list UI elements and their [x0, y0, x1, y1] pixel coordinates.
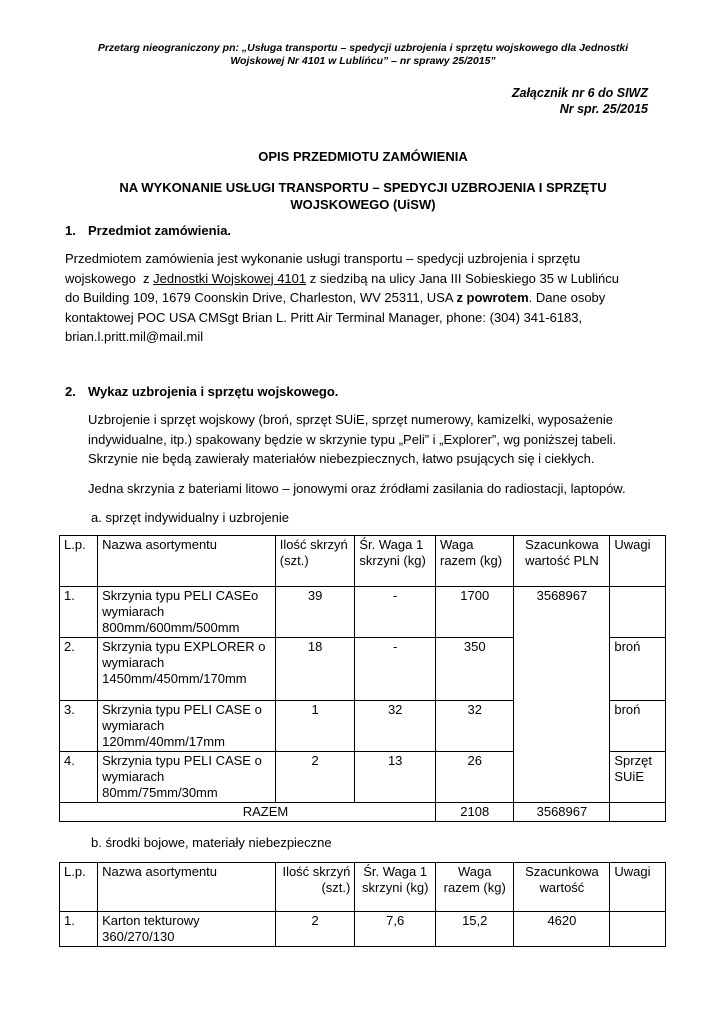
- th-notes: Uwagi: [610, 536, 666, 587]
- table-b: [59, 862, 666, 947]
- section-2-paragraph-2: Jedna skrzynia z bateriami litowo – jonowymi oraz źródłami zasilania do radiostacji, laptopów.: [88, 481, 626, 496]
- s1-line-4: kontaktowej POC USA CMSgt Brian L. Pritt Air Terminal Manager, phone: (304) 341-6183,: [65, 309, 583, 325]
- s2-line-2: indywidualne, itp.) spakowany będzie w skrzynie typu „Peli” i „Explorer”, wg poniższej tabeli.: [88, 431, 617, 447]
- section-1-heading: [65, 223, 231, 238]
- cell-avg: 32: [355, 701, 436, 752]
- cell-name: Karton tekturowy 360/270/130: [98, 912, 276, 947]
- cell-qty: 2: [275, 752, 355, 803]
- th-total-weight: Waga razem (kg): [436, 536, 514, 587]
- s1-line-2: [65, 269, 665, 289]
- th-notes: Uwagi: [610, 863, 666, 912]
- cell-name: Skrzynia typu PELI CASE o wymiarach 120mm/40mm/17mm: [98, 701, 276, 752]
- th-name: Nazwa asortymentu: [98, 536, 276, 587]
- cell-total: 26: [436, 752, 514, 803]
- section-1-number: 1.: [65, 223, 76, 238]
- sum-label: RAZEM: [60, 803, 436, 822]
- section-2-paragraph-1: [88, 410, 662, 469]
- cell-total: 32: [436, 701, 514, 752]
- cell-lp: 1.: [60, 912, 98, 947]
- cell-notes: Sprzęt SUiE: [610, 752, 666, 803]
- cell-notes: broń: [610, 638, 666, 701]
- cell-lp: 2.: [60, 638, 98, 701]
- table-row: [60, 587, 666, 638]
- attachment-label: [512, 85, 648, 117]
- table-b-header-row: [60, 863, 666, 912]
- cell-avg: -: [355, 587, 436, 638]
- th-qty: Ilość skrzyń (szt.): [275, 536, 355, 587]
- s1-line-3-text-b: . Dane osoby: [528, 290, 606, 305]
- cell-notes: broń: [610, 701, 666, 752]
- attachment-line-2: Nr spr. 25/2015: [559, 102, 648, 116]
- header-line-1: Przetarg nieograniczony pn: „Usługa transportu – spedycji uzbrojenia i sprzętu wojskowego dla Jednostki: [97, 42, 629, 54]
- cell-qty: 39: [275, 587, 355, 638]
- s2-line-1: Uzbrojenie i sprzęt wojskowy (broń, sprzęt SUiE, sprzęt numerowy, kamizelki, wyposażenie: [88, 412, 614, 427]
- s1-line-2-text-b: z siedzibą na ulicy Jana III Sobieskiego 35 w Lublińcu: [306, 270, 620, 286]
- cell-qty: 2: [275, 912, 355, 947]
- th-avg-weight: Śr. Waga 1 skrzyni (kg): [355, 536, 436, 587]
- document-title: OPIS PRZEDMIOTU ZAMÓWIENIA: [258, 149, 468, 164]
- s1-line-3: [65, 288, 665, 308]
- cell-qty: 18: [275, 638, 355, 701]
- subsection-a-label: a. sprzęt indywidualny i uzbrojenie: [91, 510, 289, 525]
- s1-line-3-text-a: do Building 109, 1679 Coonskin Drive, Charleston, WV 25311, USA: [65, 290, 457, 305]
- s2-line-3: Skrzynie nie będą zawierały materiałów niebezpiecznych, łatwo psujących się i ciekłych.: [88, 451, 595, 466]
- cell-name: Skrzynia typu EXPLORER o wymiarach 1450mm/450mm/170mm: [98, 638, 276, 701]
- cell-name: Skrzynia typu PELI CASE o wymiarach 80mm/75mm/30mm: [98, 752, 276, 803]
- s1-return-bold: z powrotem: [456, 290, 529, 305]
- th-total-weight: Waga razem (kg): [436, 863, 514, 912]
- attachment-line-1: Załącznik nr 6 do SIWZ: [511, 86, 648, 100]
- header-line-2: Wojskowej Nr 4101 w Lublińcu” – nr sprawy 25/2015”: [230, 55, 496, 67]
- cell-name: Skrzynia typu PELI CASEo wymiarach 800mm/600mm/500mm: [98, 587, 276, 638]
- cell-qty: 1: [275, 701, 355, 752]
- table-a: [59, 535, 666, 822]
- s1-line-5: brian.l.pritt.mil@mail.mil: [65, 329, 204, 344]
- cell-lp: 3.: [60, 701, 98, 752]
- table-a-header-row: [60, 536, 666, 587]
- cell-avg: 13: [355, 752, 436, 803]
- cell-total: 1700: [436, 587, 514, 638]
- document-header: [60, 42, 666, 68]
- th-name: Nazwa asortymentu: [98, 863, 276, 912]
- cell-avg: -: [355, 638, 436, 701]
- cell-lp: 4.: [60, 752, 98, 803]
- section-1-paragraph: [65, 249, 665, 347]
- th-value: Szacunkowa wartość: [514, 863, 610, 912]
- cell-value: 3568967: [514, 587, 610, 803]
- th-value: Szacunkowa wartość PLN: [514, 536, 610, 587]
- section-2-title: Wykaz uzbrojenia i sprzętu wojskowego.: [88, 384, 339, 399]
- cell-notes: [610, 587, 666, 638]
- cell-lp: 1.: [60, 587, 98, 638]
- s1-line-1: Przedmiotem zamówienia jest wykonanie usługi transportu – spedycji uzbrojenia i sprzętu: [65, 251, 581, 266]
- subsection-b-label: b. środki bojowe, materiały niebezpieczne: [91, 835, 332, 850]
- th-qty: Ilość skrzyń (szt.): [275, 863, 355, 912]
- s1-line-2-text-a: wojskowego z: [65, 270, 154, 286]
- table-a-sum-row: [60, 803, 666, 822]
- section-2-number: 2.: [65, 384, 76, 399]
- cell-value: 4620: [514, 912, 610, 947]
- unit-link[interactable]: Jednostki Wojskowej 4101: [153, 270, 307, 286]
- document-subtitle: [60, 179, 666, 213]
- cell-avg: 7,6: [355, 912, 436, 947]
- subtitle-line-2: WOJSKOWEGO (UiSW): [290, 197, 436, 212]
- sum-total: 2108: [436, 803, 514, 822]
- section-2-heading: [65, 384, 338, 399]
- table-row: [60, 912, 666, 947]
- sum-notes: [610, 803, 666, 822]
- cell-total: 350: [436, 638, 514, 701]
- subtitle-line-1: NA WYKONANIE USŁUGI TRANSPORTU – SPEDYCJI UZBROJENIA I SPRZĘTU: [119, 180, 607, 195]
- section-1-title: Przedmiot zamówienia.: [88, 223, 232, 238]
- th-avg-weight: Śr. Waga 1 skrzyni (kg): [355, 863, 436, 912]
- th-lp: L.p.: [60, 863, 98, 912]
- th-lp: L.p.: [60, 536, 98, 587]
- sum-value: 3568967: [514, 803, 610, 822]
- cell-total: 15,2: [436, 912, 514, 947]
- cell-notes: [610, 912, 666, 947]
